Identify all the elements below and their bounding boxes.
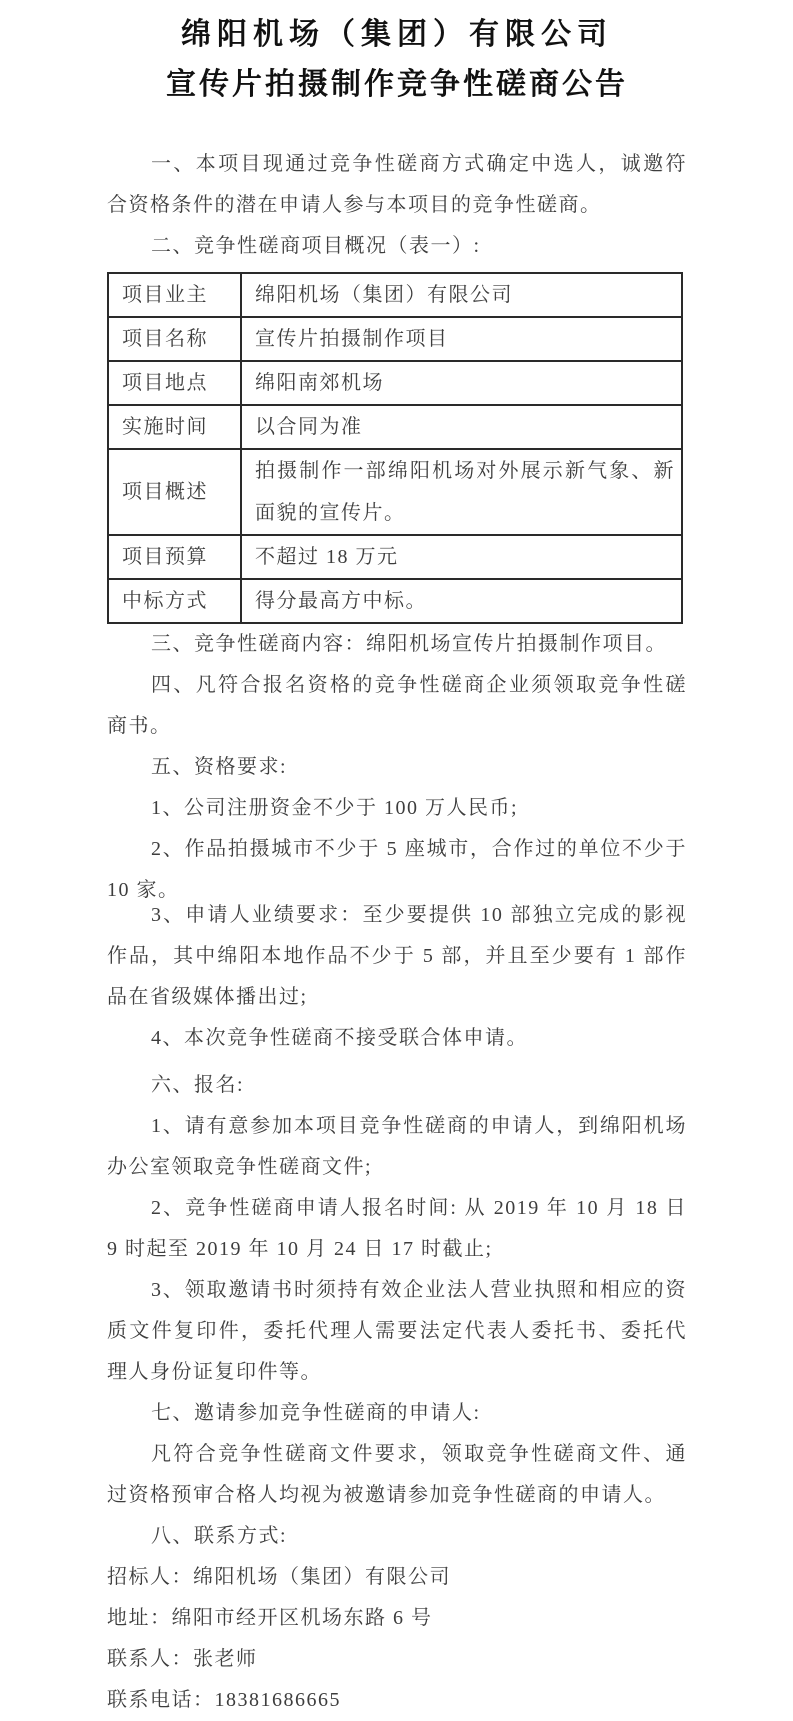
project-overview-table: [107, 272, 683, 624]
row-label: 项目业主: [108, 273, 241, 317]
row-label: 项目预算: [108, 535, 241, 579]
paragraph-requirement-3: 3、申请人业绩要求：至少要提供 10 部独立完成的影视作品，其中绵阳本地作品不少于 5 部，并且至少要有 1 部作品在省级媒体播出过;: [107, 904, 687, 1008]
table-row: [108, 405, 682, 449]
row-label: 实施时间: [108, 405, 241, 449]
row-value: 宣传片拍摄制作项目: [241, 317, 682, 361]
document-title-line1: 绵阳机场（集团）有限公司: [181, 18, 613, 51]
paragraph-section3: 三、竞争性磋商内容：绵阳机场宣传片拍摄制作项目。: [151, 633, 667, 655]
row-value: 绵阳南郊机场: [241, 361, 682, 405]
section2-heading: 二、竞争性磋商项目概况（表一）:: [151, 235, 481, 257]
contact-tenderer: 招标人：绵阳机场（集团）有限公司: [107, 1566, 451, 1588]
paragraph-intro: 一、本项目现通过竞争性磋商方式确定中选人，诚邀符合资格条件的潜在申请人参与本项目的竞争性磋商。: [107, 153, 687, 216]
paragraph-requirement-4: 4、本次竞争性磋商不接受联合体申请。: [151, 1027, 528, 1049]
paragraph-signup-3: 3、领取邀请书时须持有效企业法人营业执照和相应的资质文件复印件，委托代理人需要法定代表人委托书、委托代理人身份证复印件等。: [107, 1279, 687, 1383]
paragraph-section7-body: 凡符合竞争性磋商文件要求，领取竞争性磋商文件、通过资格预审合格人均视为被邀请参加竞争性磋商的申请人。: [107, 1443, 687, 1506]
row-label: 项目地点: [108, 361, 241, 405]
paragraph-section8-heading: 八、联系方式:: [151, 1525, 288, 1547]
table-row: [108, 449, 682, 535]
row-label: 项目概述: [108, 449, 241, 535]
table-row: [108, 535, 682, 579]
row-value: 不超过 18 万元: [241, 535, 682, 579]
table-row: [108, 317, 682, 361]
contact-person: 联系人：张老师: [107, 1648, 258, 1670]
row-value: 得分最高方中标。: [241, 579, 682, 623]
row-label: 项目名称: [108, 317, 241, 361]
row-label: 中标方式: [108, 579, 241, 623]
paragraph-section6-heading: 六、报名:: [151, 1074, 245, 1096]
contact-phone: 联系电话：18381686665: [107, 1689, 341, 1711]
paragraph-requirement-2: 2、作品拍摄城市不少于 5 座城市，合作过的单位不少于 10 家。: [107, 838, 687, 901]
paragraph-section7-heading: 七、邀请参加竞争性磋商的申请人:: [151, 1402, 481, 1424]
table-row: [108, 579, 682, 623]
paragraph-signup-2: 2、竞争性磋商申请人报名时间: 从 2019 年 10 月 18 日 9 时起至 2019 年 10 月 24 日 17 时截止;: [107, 1197, 687, 1260]
table-row: [108, 273, 682, 317]
document-title-line2: 宣传片拍摄制作竞争性磋商公告: [166, 68, 628, 101]
row-value: 拍摄制作一部绵阳机场对外展示新气象、新面貌的宣传片。: [241, 449, 682, 535]
paragraph-requirement-1: 1、公司注册资金不少于 100 万人民币;: [151, 797, 519, 819]
paragraph-section5-heading: 五、资格要求:: [151, 756, 288, 778]
paragraph-signup-1: 1、请有意参加本项目竞争性磋商的申请人，到绵阳机场办公室领取竞争性磋商文件;: [107, 1115, 687, 1178]
row-value: 以合同为准: [241, 405, 682, 449]
contact-address: 地址：绵阳市经开区机场东路 6 号: [107, 1607, 433, 1629]
paragraph-section4: 四、凡符合报名资格的竞争性磋商企业须领取竞争性磋商书。: [107, 674, 687, 737]
row-value: 绵阳机场（集团）有限公司: [241, 273, 682, 317]
table-row: [108, 361, 682, 405]
document-body: [107, 144, 687, 1721]
